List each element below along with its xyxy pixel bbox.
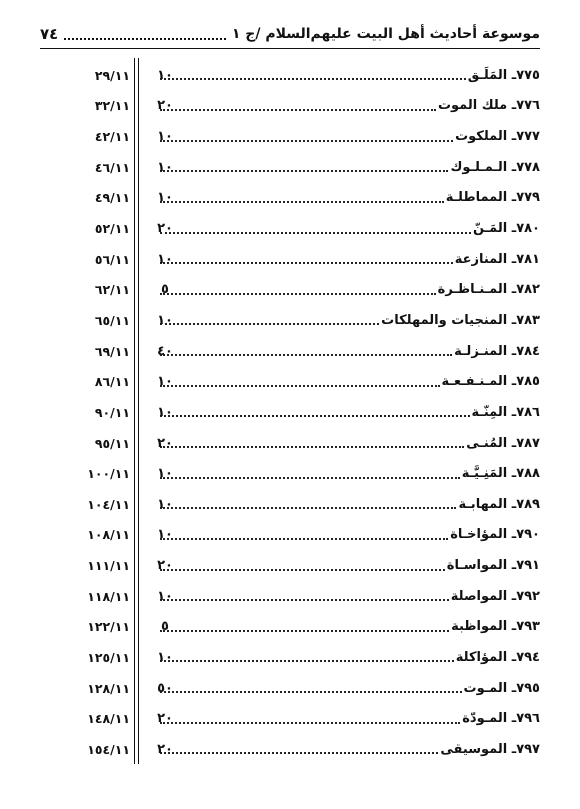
hadith-count: ١٠ [157, 312, 173, 328]
hadith-count: ١٠ [157, 527, 173, 543]
volume-page-ref: ١٠٨/١١ [87, 527, 130, 543]
hadith-count: ١٠ [157, 251, 173, 267]
topic-label: ٧٩١ـ المواسـاة [446, 558, 540, 574]
index-row [40, 612, 540, 643]
index-row [40, 489, 540, 520]
index-row [40, 703, 540, 734]
topic-label: ٧٩٧ـ الموسيقى [440, 741, 540, 757]
index-row [40, 520, 540, 551]
index-row [40, 213, 540, 244]
dot-leader [160, 232, 471, 234]
dot-leader [160, 507, 456, 509]
topic-label: ٧٧٦ـ ملك الموت [437, 98, 540, 114]
running-title: موسوعة أحاديث أهل البيت عليهم‌السلام /ج ١ [231, 26, 540, 42]
dot-leader [160, 293, 436, 295]
topic-label: ٧٨٥ـ المـنـفـعـة [441, 374, 540, 390]
index-row [40, 673, 540, 704]
volume-page-ref: ٥٢/١١ [94, 221, 130, 237]
index-row [40, 734, 540, 765]
hadith-count: ١٠ [157, 588, 173, 604]
volume-page-ref: ٣٢/١١ [94, 98, 130, 114]
hadith-count: ٢٠ [157, 435, 173, 451]
volume-page-ref: ٤٩/١١ [94, 190, 130, 206]
volume-page-ref: ٢٩/١١ [94, 67, 130, 83]
index-row [40, 366, 540, 397]
index-row [40, 428, 540, 459]
index-row [40, 60, 540, 91]
hadith-count: ١٠ [157, 404, 173, 420]
topic-label: ٧٩٦ـ المـودّة [462, 711, 540, 727]
dot-leader [160, 630, 449, 632]
dot-leader [160, 446, 464, 448]
volume-page-ref: ٤٦/١١ [94, 159, 130, 175]
dot-leader [160, 262, 453, 264]
topic-label: ٧٨٦ـ المِنّـة [471, 404, 540, 420]
topic-label: ٧٩٣ـ المواظبة [451, 619, 540, 635]
index-row [40, 581, 540, 612]
topic-label: ٧٧٧ـ الملكوت [455, 129, 540, 145]
index-row [40, 91, 540, 122]
volume-page-ref: ١٠٠/١١ [87, 466, 130, 482]
hadith-count: ٥ [161, 619, 169, 635]
dot-leader [160, 323, 379, 325]
topic-label: ٧٨٢ـ المـنـاظـرة [437, 282, 540, 298]
volume-page-ref: ١١٨/١١ [87, 588, 130, 604]
volume-page-ref: ١٢٢/١١ [87, 619, 130, 635]
dot-leader [160, 78, 466, 80]
volume-page-ref: ١٢٥/١١ [87, 649, 130, 665]
index-row [40, 121, 540, 152]
hadith-count: ١٠ [157, 374, 173, 390]
index-row [40, 305, 540, 336]
volume-page-ref: ١٠٤/١١ [87, 496, 130, 512]
topic-label: ٧٨٤ـ المنـزلـة [454, 343, 540, 359]
hadith-count: ٥ [161, 282, 169, 298]
hadith-count: ٢٠ [157, 741, 173, 757]
header-rule [40, 48, 540, 49]
dot-leader [160, 201, 444, 203]
topic-label: ٧٧٩ـ المماطلـة [445, 190, 540, 206]
dot-leader [160, 538, 448, 540]
hadith-count: ١٠ [157, 496, 173, 512]
index-row [40, 642, 540, 673]
volume-page-ref: ٩٥/١١ [94, 435, 130, 451]
volume-page-ref: ٩٠/١١ [94, 404, 130, 420]
topic-label: ٧٩٥ـ المـوت [463, 680, 540, 696]
hadith-count: ٢٠ [157, 558, 173, 574]
topic-label: ٧٩٠ـ المؤاخـاة [450, 527, 540, 543]
index-row [40, 274, 540, 305]
dot-leader [160, 477, 460, 479]
volume-page-ref: ٦٢/١١ [94, 282, 130, 298]
header-dot-leader [64, 28, 226, 40]
index-row [40, 550, 540, 581]
index-row [40, 397, 540, 428]
hadith-count: ١٠ [157, 190, 173, 206]
hadith-count: ٢٠ [157, 221, 173, 237]
volume-page-ref: ١٢٨/١١ [87, 680, 130, 696]
hadith-count: ١٠ [157, 649, 173, 665]
dot-leader [160, 109, 436, 111]
dot-leader [160, 415, 470, 417]
topic-label: ٧٩٤ـ المؤاكلة [455, 649, 540, 665]
topic-label: ٧٧٨ـ الـمـلـوك [450, 159, 540, 175]
index-row [40, 183, 540, 214]
dot-leader [160, 140, 453, 142]
dot-leader [160, 569, 445, 571]
page-number: ٧٤ [40, 25, 59, 43]
hadith-count: ١٠ [157, 129, 173, 145]
dot-leader [160, 170, 448, 172]
volume-page-ref: ١١١/١١ [87, 558, 130, 574]
dot-leader [160, 722, 460, 724]
dot-leader [160, 385, 440, 387]
hadith-count: ١٠ [157, 67, 173, 83]
hadith-count: ٤٠ [157, 343, 173, 359]
index-row [40, 458, 540, 489]
index-row [40, 152, 540, 183]
topic-label: ٧٨٠ـ المَـنّ [473, 221, 540, 237]
page-header [40, 22, 540, 46]
hadith-count: ٢٠ [157, 98, 173, 114]
hadith-count: ٢٠ [157, 711, 173, 727]
volume-page-ref: ٦٥/١١ [94, 312, 130, 328]
volume-page-ref: ٦٩/١١ [94, 343, 130, 359]
index-row [40, 336, 540, 367]
topic-label: ٧٨٩ـ المهابـة [458, 496, 540, 512]
dot-leader [160, 354, 452, 356]
topic-label: ٧٨٣ـ المنجيات والمهلكات [381, 312, 540, 328]
volume-page-ref: ٥٦/١١ [94, 251, 130, 267]
topic-label: ٧٨٨ـ المَنِـيَّـة [461, 466, 540, 482]
dot-leader [160, 691, 462, 693]
hadith-count: ٥٠ [157, 680, 173, 696]
volume-page-ref: ١٤٨/١١ [87, 711, 130, 727]
topic-label: ٧٨٧ـ المُنـى [466, 435, 540, 451]
volume-page-ref: ٨٦/١١ [94, 374, 130, 390]
topic-label: ٧٨١ـ المنازعة [454, 251, 540, 267]
hadith-count: ١٠ [157, 159, 173, 175]
dot-leader [160, 599, 449, 601]
hadith-count: ١٠ [157, 466, 173, 482]
dot-leader [160, 660, 454, 662]
index-list [40, 60, 540, 765]
volume-page-ref: ١٥٤/١١ [87, 741, 130, 757]
dot-leader [160, 752, 438, 754]
topic-label: ٧٩٢ـ المواصلة [450, 588, 540, 604]
index-row [40, 244, 540, 275]
volume-page-ref: ٤٢/١١ [94, 129, 130, 145]
topic-label: ٧٧٥ـ المَلَـق [467, 67, 540, 83]
